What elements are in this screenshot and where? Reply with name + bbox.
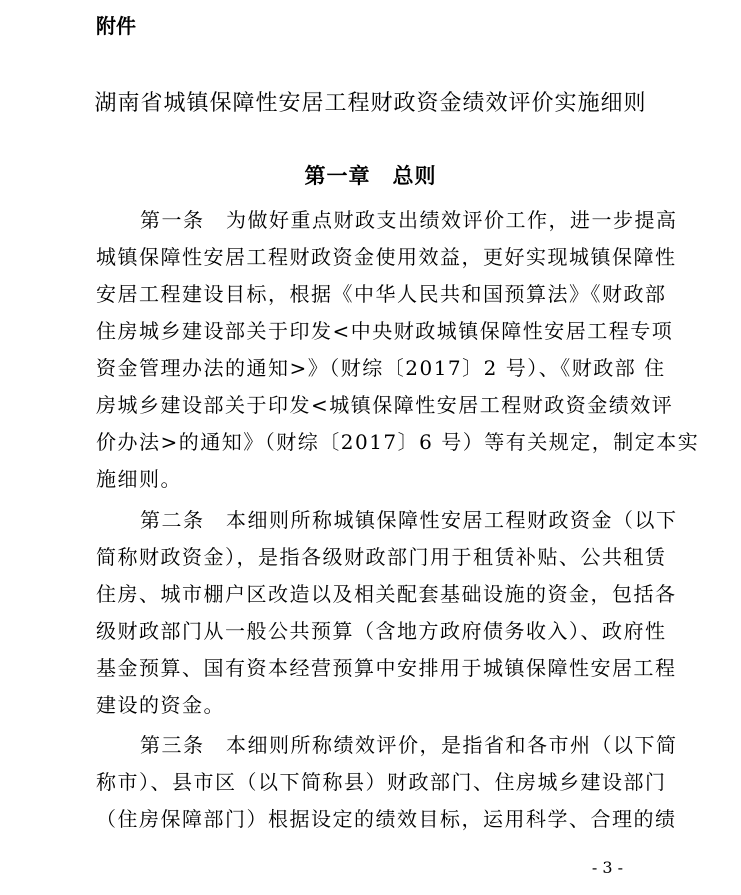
attachment-label: 附件 (96, 14, 136, 38)
chapter-heading: 第一章 总则 (304, 164, 437, 188)
body-line: 城镇保障性安居工程财政资金使用效益，更好实现城镇保障性 (96, 245, 677, 269)
body-line: 级财政部门从一般公共预算（含地方政府债务收入）、政府性 (96, 619, 667, 643)
body-line: 建设的资金。 (96, 693, 225, 717)
body-line: 住房城乡建设部关于印发<中央财政城镇保障性安居工程专项 (96, 319, 674, 343)
body-line: 资金管理办法的通知>》（财综〔2017〕2 号）、《财政部 住 (96, 356, 666, 380)
page-number: - 3 - (591, 858, 623, 877)
body-line: 第一条 为做好重点财政支出绩效评价工作，进一步提高 (140, 208, 678, 232)
body-line: 施细则。 (96, 467, 182, 491)
body-line: 安居工程建设目标，根据《中华人民共和国预算法》《财政部 (96, 282, 667, 306)
body-line: 称市）、县市区（以下简称县）财政部门、住房城乡建设部门 (96, 770, 667, 794)
body-line: 住房、城市棚户区改造以及相关配套基础设施的资金，包括各 (96, 582, 677, 606)
body-line: 第三条 本细则所称绩效评价，是指省和各市州（以下简 (140, 733, 678, 757)
body-line: 房城乡建设部关于印发<城镇保障性安居工程财政资金绩效评 (96, 393, 674, 417)
body-line: 价办法>的通知》（财综〔2017〕6 号）等有关规定，制定本实 (96, 430, 700, 454)
body-line: （住房保障部门）根据设定的绩效目标，运用科学、合理的绩 (96, 807, 677, 831)
body-line: 第二条 本细则所称城镇保障性安居工程财政资金（以下 (140, 508, 678, 532)
document-title: 湖南省城镇保障性安居工程财政资金绩效评价实施细则 (94, 91, 647, 116)
body-line: 基金预算、国有资本经营预算中安排用于城镇保障性安居工程 (96, 656, 677, 680)
body-line: 简称财政资金），是指各级财政部门用于租赁补贴、公共租赁 (96, 545, 667, 569)
